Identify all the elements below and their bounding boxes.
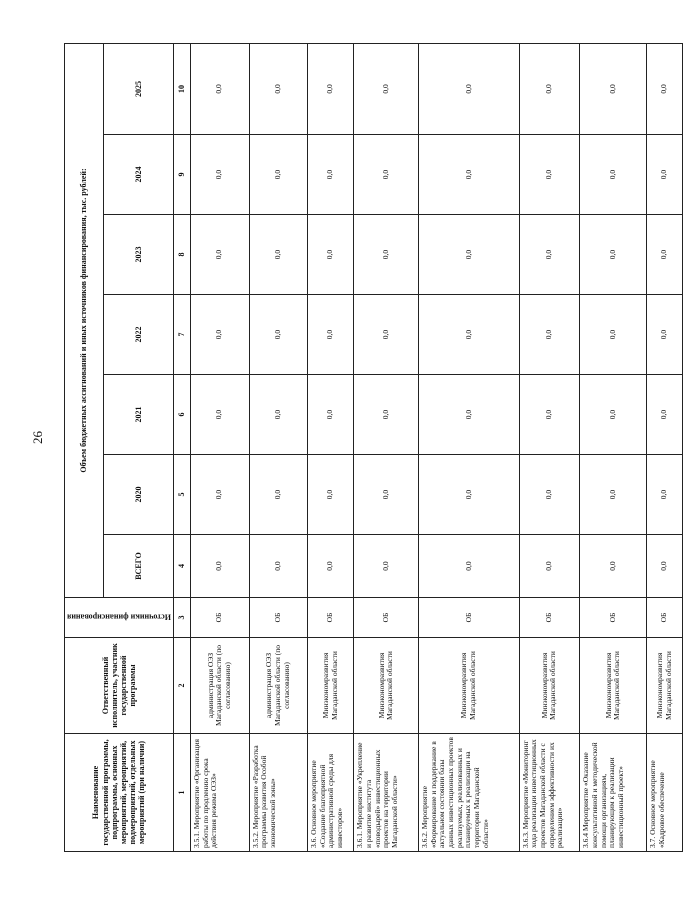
cell-value: 0,0 (647, 43, 683, 134)
cell-value: 0,0 (354, 455, 419, 535)
index-cell: 2 (173, 638, 190, 734)
cell-value: 0,0 (190, 375, 249, 455)
index-cell: 4 (173, 535, 190, 598)
cell-value: 0,0 (419, 535, 519, 598)
cell-name: 3.5.1. Мероприятие «Организация работы по продлению срока действия режима ОЭЗ» (190, 734, 249, 852)
header-year: 2025 (103, 43, 173, 134)
cell-value: 0,0 (580, 135, 647, 215)
cell-value: 0,0 (190, 215, 249, 295)
financing-table (64, 43, 683, 852)
cell-value: 0,0 (519, 535, 580, 598)
rotated-table-wrapper (64, 44, 673, 852)
cell-value: 0,0 (354, 215, 419, 295)
cell-executor: Минэкономразвития Магаданской области (519, 638, 580, 734)
cell-name: 3.6.4 Мероприятие «Оказание консультативной и методической помощи организациям, планирующим к реализации инвестиционный проект» (580, 734, 647, 852)
index-cell: 3 (173, 598, 190, 638)
cell-value: 0,0 (647, 455, 683, 535)
cell-value: 0,0 (419, 215, 519, 295)
cell-value: 0,0 (249, 295, 308, 375)
cell-executor: Минэкономразвития Магаданской области (354, 638, 419, 734)
header-name: Наименование государственной программы, подпрограммы, основных мероприятий, мероприятий, подмероприятий, отдельных мероприятий (при наличии) (65, 734, 174, 852)
cell-name: 3.6.2. Мероприятие «Формирование и поддержание в актуальном состоянии базы данных инвестиционных проектов реализуемых, реализованных и планируемых к реализации на территории Магаданской области» (419, 734, 519, 852)
cell-value: 0,0 (354, 43, 419, 134)
index-cell: 10 (173, 43, 190, 134)
table-row (647, 43, 683, 851)
header-year: 2022 (103, 295, 173, 375)
cell-value: 0,0 (519, 43, 580, 134)
cell-executor: Минэкономразвития Магаданской области (419, 638, 519, 734)
header-year: 2024 (103, 135, 173, 215)
cell-value: 0,0 (190, 455, 249, 535)
cell-value: 0,0 (354, 535, 419, 598)
cell-value: 0,0 (308, 535, 354, 598)
index-cell: 9 (173, 135, 190, 215)
cell-source: ОБ (580, 598, 647, 638)
cell-value: 0,0 (190, 295, 249, 375)
cell-value: 0,0 (519, 455, 580, 535)
cell-value: 0,0 (249, 215, 308, 295)
cell-value: 0,0 (647, 375, 683, 455)
table-row (419, 43, 519, 851)
header-year: 2023 (103, 215, 173, 295)
cell-value: 0,0 (580, 455, 647, 535)
cell-value: 0,0 (647, 135, 683, 215)
index-cell: 7 (173, 295, 190, 375)
index-cell: 1 (173, 734, 190, 852)
page-number: 26 (30, 431, 45, 444)
cell-value: 0,0 (190, 535, 249, 598)
cell-value: 0,0 (519, 135, 580, 215)
cell-value: 0,0 (249, 375, 308, 455)
table-row (519, 43, 580, 851)
cell-value: 0,0 (308, 135, 354, 215)
cell-value: 0,0 (519, 215, 580, 295)
cell-source: ОБ (249, 598, 308, 638)
cell-value: 0,0 (580, 295, 647, 375)
table-row (580, 43, 647, 851)
cell-value: 0,0 (190, 43, 249, 134)
cell-name: 3.6. Основное мероприятие «Создание благоприятной административной среды для инвесторов» (308, 734, 354, 852)
cell-source: ОБ (190, 598, 249, 638)
header-year: 2021 (103, 375, 173, 455)
header-volume: Объем бюджетных ассигнований и иных источников финансирования, тыс. рублей: (65, 43, 104, 597)
cell-value: 0,0 (249, 43, 308, 134)
cell-value: 0,0 (647, 535, 683, 598)
cell-value: 0,0 (354, 135, 419, 215)
cell-value: 0,0 (580, 215, 647, 295)
cell-executor: Минэкономразвития Магаданской области (647, 638, 683, 734)
cell-name: 3.5.2. Мероприятие «Разработка программы развития Особой экономической зоны» (249, 734, 308, 852)
cell-value: 0,0 (580, 43, 647, 134)
cell-executor: администрация ОЭЗ Магаданской области (по согласованию) (190, 638, 249, 734)
table-row (354, 43, 419, 851)
cell-name: 3.6.1. Мероприятие «Укрепление и развитие института «поводырей» инвестиционных проектов на территории Магаданской области» (354, 734, 419, 852)
index-cell: 8 (173, 215, 190, 295)
cell-value: 0,0 (419, 295, 519, 375)
cell-value: 0,0 (354, 375, 419, 455)
cell-value: 0,0 (249, 455, 308, 535)
cell-value: 0,0 (647, 215, 683, 295)
cell-value: 0,0 (308, 295, 354, 375)
index-cell: 5 (173, 455, 190, 535)
cell-name: 3.6.3. Мероприятие «Мониторинг хода реализации инвестиционных проектов Магаданской области с определением эффективности их реализации» (519, 734, 580, 852)
header-source: Источники финансирования (65, 598, 174, 638)
table-row (249, 43, 308, 851)
cell-executor: Минэкономразвития Магаданской области (580, 638, 647, 734)
cell-value: 0,0 (190, 135, 249, 215)
cell-value: 0,0 (419, 375, 519, 455)
cell-value: 0,0 (580, 535, 647, 598)
cell-value: 0,0 (419, 455, 519, 535)
cell-executor: администрация ОЭЗ Магаданской области (по согласованию) (249, 638, 308, 734)
cell-source: ОБ (519, 598, 580, 638)
cell-value: 0,0 (354, 295, 419, 375)
table-body (190, 43, 682, 851)
cell-value: 0,0 (249, 535, 308, 598)
header-total: ВСЕГО (103, 535, 173, 598)
cell-name: 3.7. Основное мероприятие «Кадровое обеспечение (647, 734, 683, 852)
cell-value: 0,0 (519, 375, 580, 455)
cell-value: 0,0 (249, 135, 308, 215)
cell-source: ОБ (419, 598, 519, 638)
cell-value: 0,0 (419, 43, 519, 134)
cell-source: ОБ (647, 598, 683, 638)
cell-executor: Минэкономразвития Магаданской области (308, 638, 354, 734)
cell-value: 0,0 (308, 215, 354, 295)
cell-value: 0,0 (647, 295, 683, 375)
cell-value: 0,0 (580, 375, 647, 455)
header-year: 2020 (103, 455, 173, 535)
index-cell: 6 (173, 375, 190, 455)
cell-value: 0,0 (308, 43, 354, 134)
cell-value: 0,0 (419, 135, 519, 215)
header-executor: Ответственный исполнитель, участник государственной программы (65, 638, 174, 734)
cell-source: ОБ (308, 598, 354, 638)
cell-value: 0,0 (308, 455, 354, 535)
table-row (308, 43, 354, 851)
cell-value: 0,0 (519, 295, 580, 375)
cell-value: 0,0 (308, 375, 354, 455)
cell-source: ОБ (354, 598, 419, 638)
table-row (190, 43, 249, 851)
